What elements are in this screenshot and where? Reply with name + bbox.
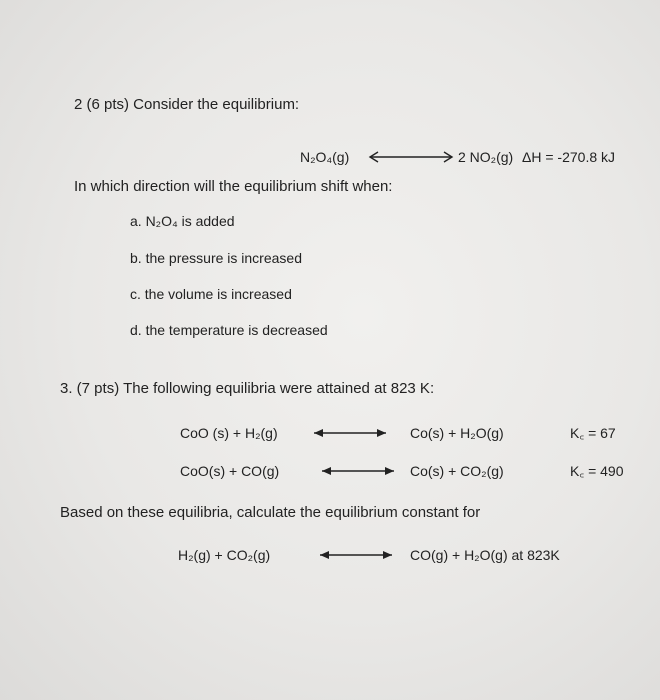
q3-heading: 3. (7 pts) The following equilibria were attained at 823 K: [60,380,435,397]
q3-eq2-left: CoO(s) + CO(g) [180,463,280,479]
q2-item-b: b. the pressure is increased [130,250,302,266]
q3-target-right: CO(g) + H₂O(g) at 823K [410,547,560,563]
q3-eq2-right: Co(s) + CO₂(g) [410,463,504,479]
q2-item-a: a. N₂O₄ is added [130,213,235,229]
q3-eq2-k: K꜀ = 490 [570,463,624,479]
q3-prompt: Based on these equilibria, calculate the equilibrium constant for [60,504,481,521]
double-arrow-icon [318,548,394,562]
q2-heading: 2 (6 pts) Consider the equilibrium: [74,96,300,113]
q3-eq1-left: CoO (s) + H₂(g) [180,425,278,441]
double-arrow-icon [312,426,388,440]
q2-reaction-left: N₂O₄(g) [300,149,350,165]
double-arrow-icon [368,150,454,164]
q3-target-left: H₂(g) + CO₂(g) [178,547,271,563]
q3-eq1-k: K꜀ = 67 [570,425,616,441]
q2-item-c: c. the volume is increased [130,286,292,302]
q2-reaction-right: 2 NO₂(g) [458,149,514,165]
double-arrow-icon [320,464,396,478]
q2-item-d: d. the temperature is decreased [130,322,328,338]
q3-eq1-right: Co(s) + H₂O(g) [410,425,504,441]
q2-enthalpy: ΔH = -270.8 kJ [522,149,616,165]
q2-prompt: In which direction will the equilibrium shift when: [74,178,393,195]
